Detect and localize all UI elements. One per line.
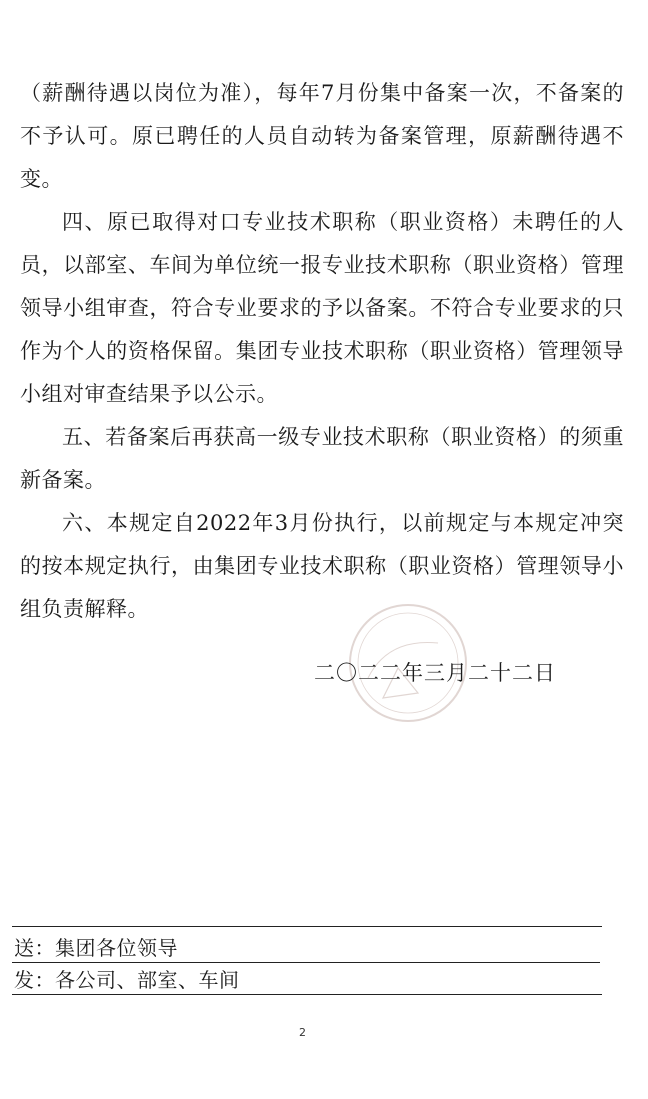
send-to-line: 送：集团各位领导: [14, 936, 178, 960]
paragraph-1: （薪酬待遇以岗位为准），每年7月份集中备案一次，不备案的不予认可。原已聘任的人员自动转为备案管理，原薪酬待遇不变。: [20, 81, 624, 191]
document-date: 二〇二二年三月二十二日: [314, 661, 556, 685]
divider-line-bottom: [12, 994, 602, 995]
paragraph-3: 五、若备案后再获高一级专业技术职称（职业资格）的须重新备案。: [20, 425, 624, 492]
divider-line-top: [12, 926, 602, 927]
issue-to-line: 发：各公司、部室、车间: [14, 968, 240, 992]
paragraph-2: 四、原已取得对口专业技术职称（职业资格）未聘任的人员，以部室、车间为单位统一报专业技术职称（职业资格）管理领导小组审查，符合专业要求的予以备案。不符合专业要求的只作为个人的资格保留。集团专业技术职称（职业资格）管理领导小组对审查结果予以公示。: [20, 210, 624, 406]
paragraph-4: 六、本规定自2022年3月份执行，以前规定与本规定冲突的按本规定执行，由集团专业技术职称（职业资格）管理领导小组负责解释。: [20, 511, 624, 621]
document-body: [20, 72, 624, 631]
page-number: 2: [299, 1026, 306, 1039]
divider-line-middle: [12, 962, 600, 963]
